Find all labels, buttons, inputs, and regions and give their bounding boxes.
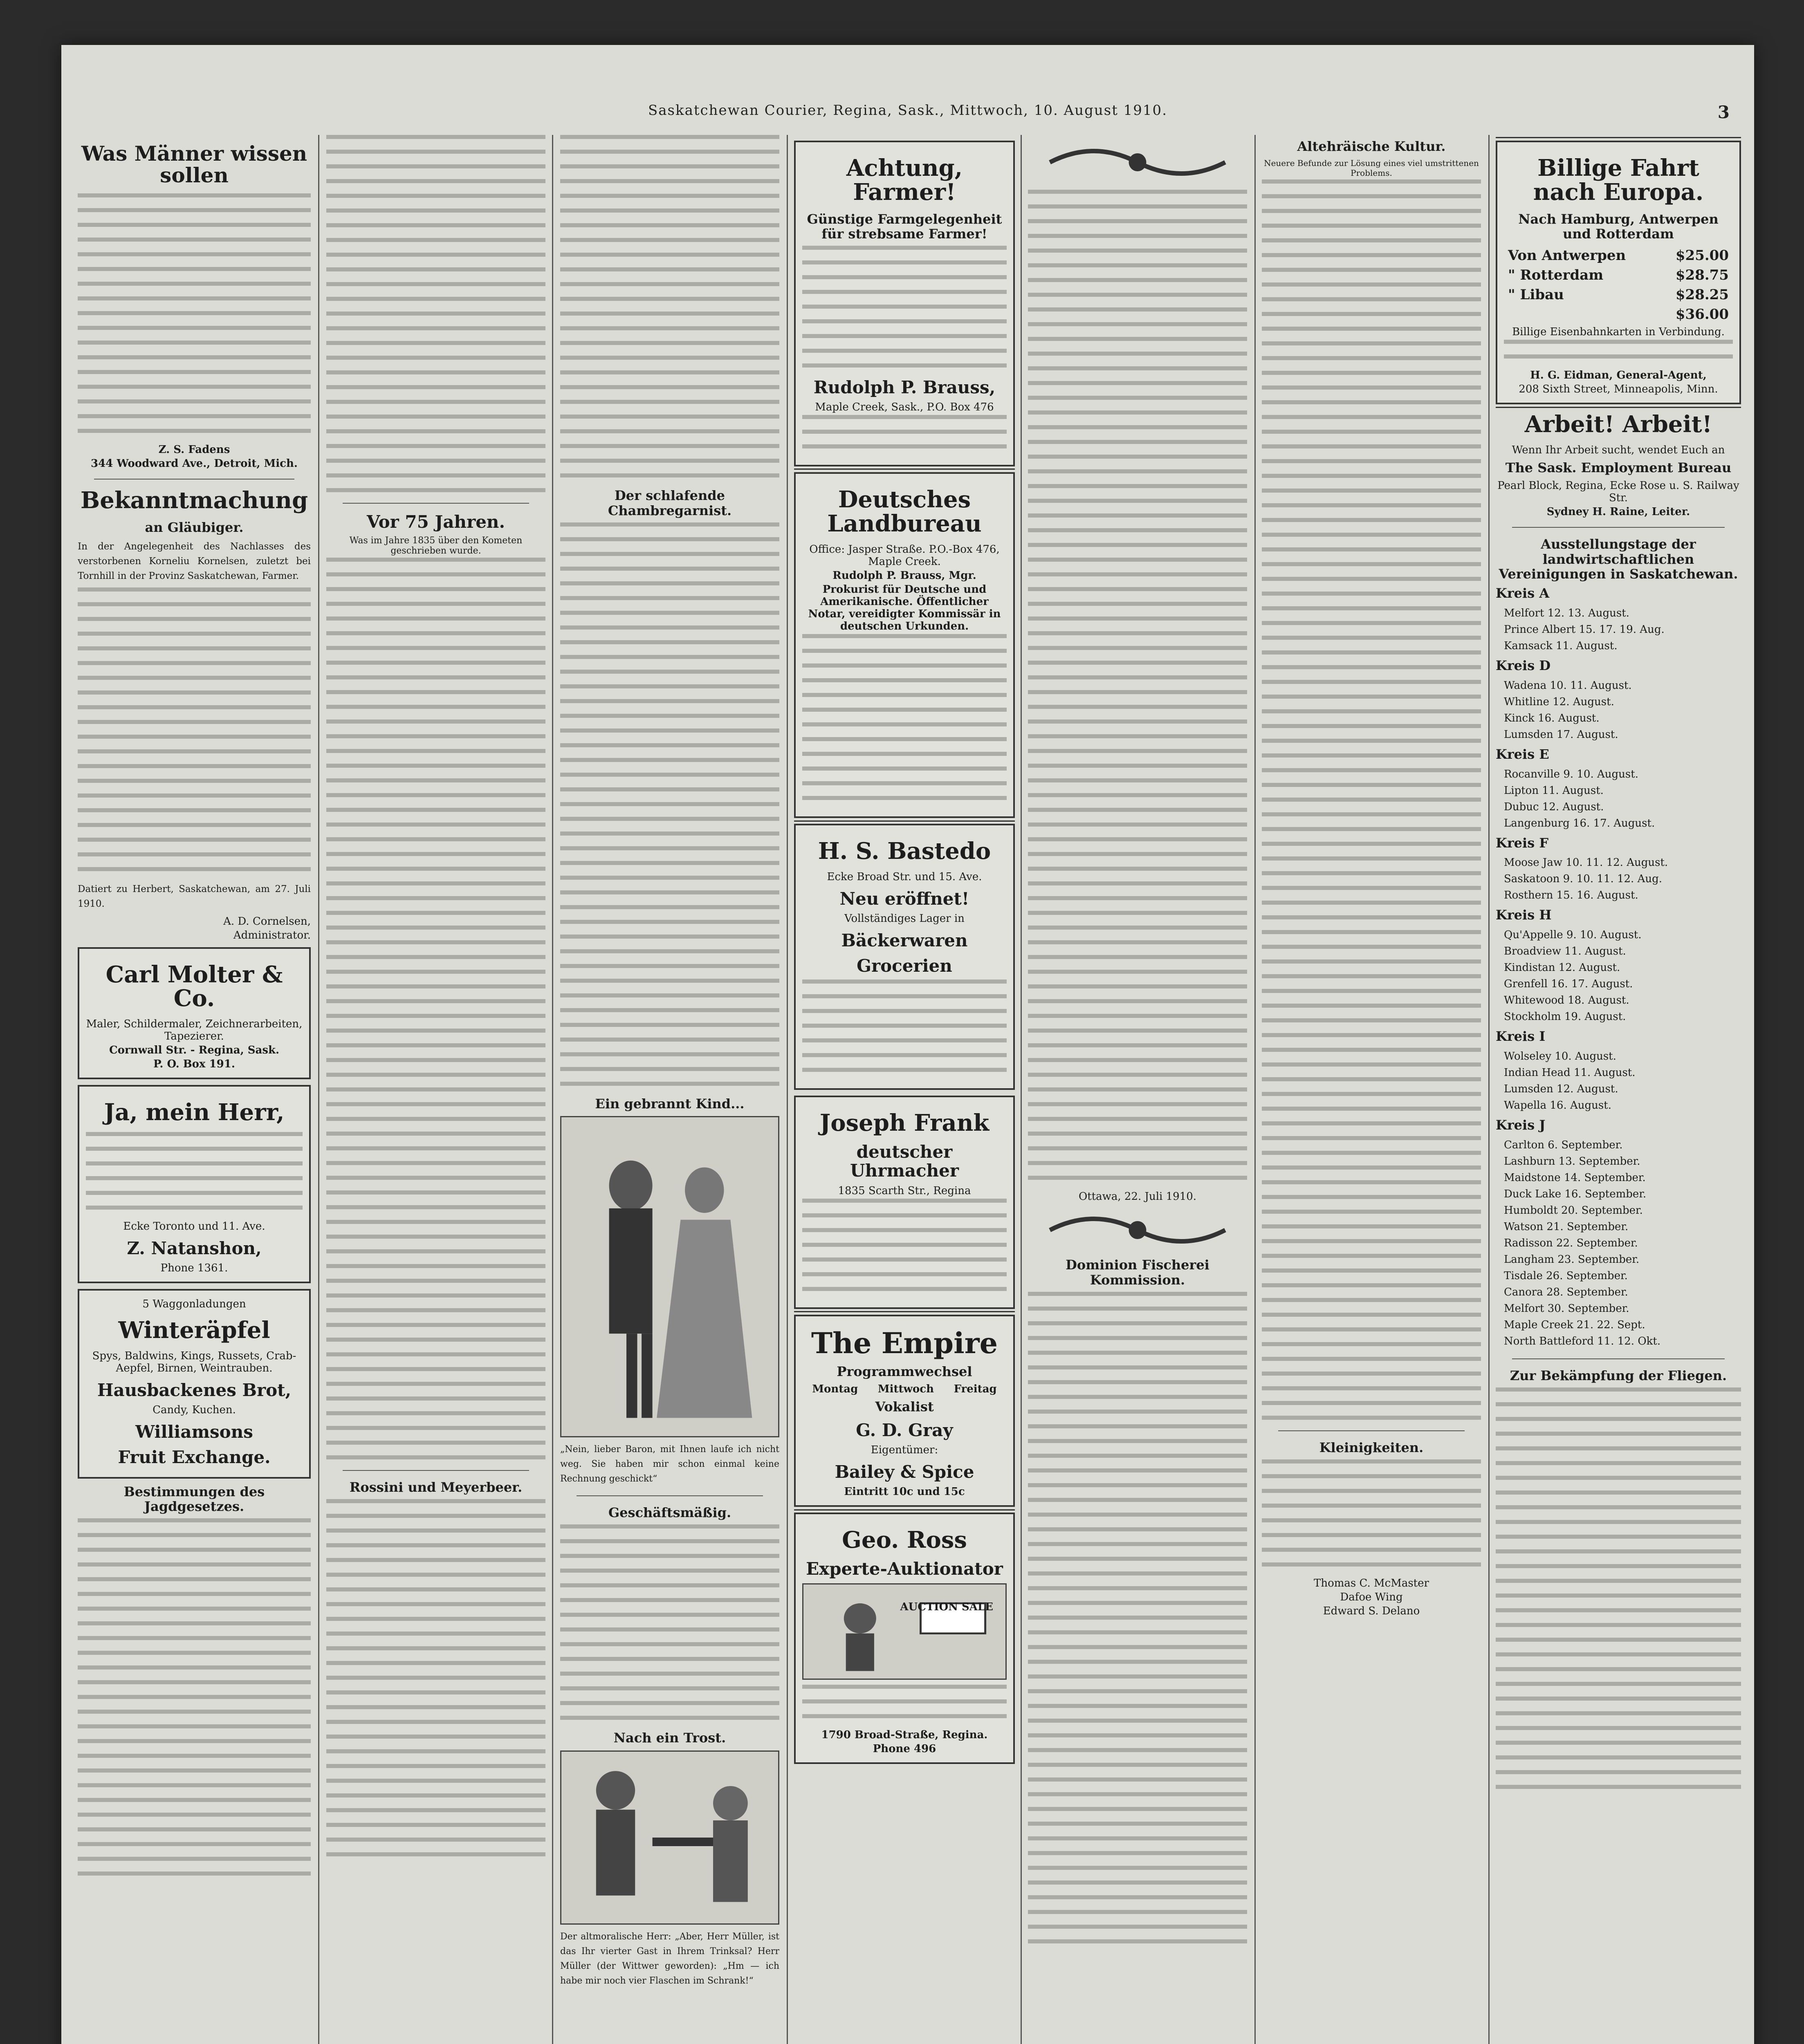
signature: Z. S. Fadens [158, 444, 230, 456]
ad-apfel-loads: 5 Waggonladungen [142, 1298, 246, 1311]
ad-fahrt-info: Billige Eisenbahnkarten in Verbindung. [1512, 326, 1725, 338]
ad-ross-trade: Experte-Auktionator [806, 1559, 1003, 1579]
kreis-item: Whitewood 18. August. [1504, 994, 1629, 1007]
column-5 [1028, 135, 1247, 2044]
ad-fahrt-from: Nach Hamburg, Antwerpen und Rotterdam [1518, 211, 1719, 242]
kreis-item: Duck Lake 16. September. [1504, 1188, 1647, 1200]
body-text [560, 522, 779, 1086]
ausstellung-list [1496, 586, 1741, 1349]
kreis-heading: Kreis H [1496, 907, 1552, 923]
body-text [326, 558, 545, 1459]
kreis-item: Kamsack 11. August. [1504, 639, 1618, 652]
column-1 [78, 135, 311, 2044]
body-text [802, 1199, 1007, 1291]
body-text [326, 1499, 545, 1856]
ausstellung-title: Ausstellungstage der landwirtschaftlichen Vereinigungen in Saskatchewan. [1499, 536, 1738, 582]
column-4 [794, 135, 1015, 2044]
article-subtitle: Was im Jahre 1835 über den Kometen geschrieben wurde. [349, 536, 523, 556]
column-rule [552, 135, 553, 2044]
article-title: Kleinigkeiten. [1319, 1439, 1424, 1455]
column-rule [318, 135, 319, 2044]
rate-label: " Libau [1508, 287, 1564, 303]
kreis-item: Langham 23. September. [1504, 1253, 1640, 1266]
ad-ross-phone: Phone 496 [873, 1743, 936, 1755]
kreis-item: Canora 28. September. [1504, 1286, 1628, 1298]
ad-frank-address: 1835 Scarth Str., Regina [838, 1184, 971, 1197]
ad-empire [794, 1315, 1015, 1507]
body-text [560, 135, 779, 477]
ad-landbureau-desc: Prokurist für Deutsche und Amerikanische. Öffentlicher Notar, vereidigter Kommissär in deutschen Urkunden. [808, 583, 1001, 632]
ad-empire-vocalist: G. D. Gray [856, 1420, 953, 1441]
ad-empire-price: Eintritt 10c und 15c [844, 1486, 965, 1498]
ad-landbureau-title: Deutsches Landbureau [827, 486, 982, 538]
ad-bastedo-item: Bäckerwaren [841, 930, 968, 950]
cartoon-caption: Der altmoralische Herr: „Aber, Herr Müller, ist das Ihr vierter Gast in Ihrem Trinksal? Herr Müller (der Wittwer geworden): „Hm — ich habe mir noch vier Flaschen im Schrank!“ [560, 1931, 779, 1986]
ad-natanshon-name: Z. Natanshon, [127, 1238, 262, 1258]
divider [343, 1470, 529, 1471]
kreis-heading: Kreis I [1496, 1029, 1546, 1044]
ad-ross-name: Geo. Ross [842, 1526, 967, 1554]
article-title: Dominion Fischerei Kommission. [1066, 1257, 1209, 1288]
rate-price: $28.75 [1675, 267, 1729, 284]
notice-subtitle: an Gläubiger. [145, 519, 244, 535]
ad-molter-desc: Maler, Schildermaler, Zeichnerarbeiten, Tapezierer. [86, 1018, 303, 1043]
rate-row [1504, 265, 1733, 285]
ad-fruit-exchange [78, 1289, 311, 1478]
body-text [78, 193, 311, 433]
running-header: Saskatchewan Courier, Regina, Sask., Mittwoch, 10. August 1910. [648, 102, 1167, 119]
signature-address: 344 Woodward Ave., Detroit, Mich. [91, 457, 298, 470]
ad-empire-title: The Empire [811, 1326, 998, 1360]
body-text [86, 1132, 303, 1210]
ad-bastedo-name: H. S. Bastedo [818, 837, 991, 865]
signature: Edward S. Delano [1323, 1605, 1420, 1617]
ad-landbureau-manager: Rudolph P. Brauss, Mgr. [832, 569, 976, 582]
kreis-item: Lashburn 13. September. [1504, 1155, 1640, 1168]
notice-date: Datiert zu Herbert, Saskatchewan, am 27. Juli 1910. [78, 883, 311, 909]
ornament [1028, 140, 1247, 185]
ad-frank-trade: deutscher Uhrmacher [850, 1142, 959, 1181]
cartoon-illustration [560, 1116, 779, 1437]
ad-agent-address: 208 Sixth Street, Minneapolis, Minn. [1519, 383, 1718, 396]
divider [577, 1495, 763, 1496]
ad-apfel-title: Winteräpfel [118, 1317, 270, 1344]
ad-natanshon [78, 1085, 311, 1283]
body-text [1262, 179, 1481, 1420]
article-title: Der schlafende Chambregarnist. [608, 488, 732, 518]
article-subtitle: Neuere Befunde zur Lösung eines viel umstrittenen Problems. [1264, 158, 1479, 178]
ad-brot-sub: Candy, Kuchen. [153, 1404, 236, 1416]
kreis-heading: Kreis F [1496, 835, 1549, 851]
ad-arbeit-leiter: Sydney H. Raine, Leiter. [1546, 505, 1690, 518]
ad-farmer-subtitle: Günstige Farmgelegenheit für strebsame Farmer! [807, 211, 1002, 242]
cartoon-title: Ein gebrannt Kind... [595, 1096, 745, 1112]
column-7 [1496, 135, 1741, 2044]
divider [1278, 1430, 1465, 1431]
jagd-title: Bestimmungen des Jagdgesetzes. [123, 1484, 265, 1515]
signature: Dafoe Wing [1340, 1591, 1403, 1603]
newspaper-page [61, 45, 1754, 2044]
column-2 [326, 135, 545, 2044]
body-text [802, 634, 1007, 800]
ad-empire-day: Mittwoch [877, 1383, 934, 1396]
kreis-item: Maple Creek 21. 22. Sept. [1504, 1318, 1645, 1331]
kreis-item: Lipton 11. August. [1504, 784, 1604, 797]
ad-ross-address: 1790 Broad-Straße, Regina. [821, 1729, 988, 1741]
body-text [1262, 1459, 1481, 1567]
kreis-item: Wapella 16. August. [1504, 1099, 1611, 1112]
ad-europa-fahrt [1496, 141, 1741, 404]
rate-list [1504, 246, 1733, 324]
kreis-item: Whitline 12. August. [1504, 695, 1614, 708]
ad-farmer-title: Achtung, Farmer! [846, 155, 963, 206]
kreis-item: Carlton 6. September. [1504, 1139, 1623, 1151]
body-text [1496, 1387, 1741, 1789]
kreis-item: Lumsden 17. August. [1504, 728, 1618, 741]
kreis-item: Humboldt 20. September. [1504, 1204, 1643, 1217]
column-rule [1488, 135, 1490, 2044]
notice-signature: A. D. Cornelsen, [223, 915, 311, 928]
ad-frank-name: Joseph Frank [819, 1109, 990, 1137]
body-text [802, 1685, 1007, 1718]
cartoon-title: Nach ein Trost. [613, 1730, 726, 1746]
rate-price: $28.25 [1675, 287, 1729, 303]
ad-agent: H. G. Eidman, General-Agent, [1530, 369, 1707, 382]
ad-geo-ross [794, 1513, 1015, 1764]
column-6 [1262, 135, 1481, 2044]
divider [1512, 527, 1725, 528]
kreis-item: Indian Head 11. August. [1504, 1066, 1636, 1079]
page-number: 3 [1717, 102, 1730, 122]
ad-fruit: Fruit Exchange. [118, 1447, 271, 1468]
kreis-heading: Kreis E [1496, 746, 1549, 762]
body-text [78, 587, 311, 871]
article-title: Altehräische Kultur. [1297, 139, 1446, 154]
kreis-item: Watson 21. September. [1504, 1220, 1629, 1233]
kreis-item: Kindistan 12. August. [1504, 961, 1620, 974]
notice-role: Administrator. [233, 929, 311, 941]
kreis-heading: Kreis A [1496, 585, 1550, 601]
ad-bastedo-text: Vollständiges Lager in [844, 912, 965, 925]
body-text [1028, 190, 1247, 1180]
ad-molter-address: Cornwall Str. - Regina, Sask. [109, 1044, 280, 1057]
body-text [1504, 340, 1733, 359]
rate-price: $25.00 [1675, 247, 1729, 264]
kreis-heading: Kreis D [1496, 657, 1551, 673]
kreis-item: Saskatoon 9. 10. 11. 12. Aug. [1504, 873, 1663, 885]
auction-illustration [802, 1583, 1007, 1680]
kreis-item: Melfort 12. 13. August. [1504, 607, 1629, 619]
auction-sign-text: AUCTION SALE [900, 1601, 993, 1614]
ad-empire-subtitle: Programmwechsel [837, 1363, 972, 1379]
ad-empire-owner-label: Eigentümer: [871, 1444, 938, 1457]
kreis-item: Moose Jaw 10. 11. 12. August. [1504, 856, 1668, 869]
kreis-heading: Kreis J [1496, 1117, 1546, 1133]
column-rule [1254, 135, 1256, 2044]
ad-landbureau [794, 472, 1015, 818]
kreis-item: Tisdale 26. September. [1504, 1269, 1628, 1282]
rate-price: $36.00 [1675, 306, 1729, 323]
rate-label: Von Antwerpen [1508, 247, 1626, 264]
body-text [802, 246, 1007, 368]
ad-arbeit-title: Arbeit! Arbeit! [1524, 411, 1712, 438]
rate-label: " Rotterdam [1508, 267, 1604, 284]
article-title: Rossini und Meyerbeer. [349, 1479, 523, 1495]
ad-empire-day: Freitag [954, 1383, 997, 1396]
kreis-item: Melfort 30. September. [1504, 1302, 1629, 1315]
ad-bastedo-open: Neu eröffnet! [839, 888, 969, 909]
notice-text: In der Angelegenheit des Nachlasses des verstorbenen Korneliu Kornelsen, zuletzt bei Tornhill in der Provinz Saskatchewan, Farmer. [78, 541, 311, 581]
article-title: Zur Bekämpfung der Fliegen. [1510, 1367, 1727, 1383]
article-title: Was Männer wissen sollen [81, 141, 307, 187]
ad-bastedo [794, 824, 1015, 1090]
kreis-item: Rosthern 15. 16. August. [1504, 889, 1638, 902]
kreis-item: Maidstone 14. September. [1504, 1171, 1646, 1184]
divider [343, 503, 529, 504]
kreis-item: Broadview 11. August. [1504, 945, 1626, 958]
ad-farmer-name: Rudolph P. Brauss, [813, 377, 996, 398]
divider [1512, 1358, 1725, 1359]
kreis-item: Stockholm 19. August. [1504, 1011, 1626, 1023]
dateline: Ottawa, 22. Juli 1910. [1078, 1190, 1197, 1203]
ad-molter [78, 947, 311, 1080]
ad-bastedo-address: Ecke Broad Str. und 15. Ave. [827, 870, 982, 883]
column-rule [787, 135, 788, 2044]
kreis-item: Langenburg 16. 17. August. [1504, 817, 1655, 829]
body-text [326, 135, 545, 492]
ad-farmer-address: Maple Creek, Sask., P.O. Box 476 [815, 401, 994, 414]
cartoon-illustration [560, 1750, 779, 1925]
kreis-item: Wadena 10. 11. August. [1504, 679, 1632, 692]
body-text [802, 979, 1007, 1072]
rate-row [1504, 246, 1733, 265]
ad-fahrt-title: Billige Fahrt nach Europa. [1533, 155, 1704, 206]
notice-title: Bekanntmachung [80, 487, 308, 514]
body-text [560, 1524, 779, 1720]
column-rule [1021, 135, 1022, 2044]
kreis-item: Wolseley 10. August. [1504, 1050, 1616, 1062]
article-title: Geschäftsmäßig. [608, 1505, 731, 1521]
ad-joseph-frank [794, 1096, 1015, 1309]
ad-arbeit-address: Pearl Block, Regina, Ecke Rose u. S. Railway Str. [1497, 479, 1739, 504]
ad-arbeit-text: Wenn Ihr Arbeit sucht, wendet Euch an [1512, 444, 1725, 456]
ad-brot-title: Hausbackenes Brot, [97, 1380, 292, 1400]
ad-natanshon-phone: Phone 1361. [160, 1262, 228, 1275]
ad-molter-box: P. O. Box 191. [153, 1058, 235, 1071]
signature: Thomas C. McMaster [1314, 1577, 1429, 1589]
kreis-item: Radisson 22. September. [1504, 1237, 1638, 1249]
rate-row [1504, 285, 1733, 305]
ad-molter-name: Carl Molter & Co. [105, 961, 283, 1012]
ad-natanshon-title: Ja, mein Herr, [104, 1099, 285, 1126]
divider [94, 479, 294, 480]
ad-williamson: Williamsons [135, 1422, 253, 1442]
ad-empire-vocalist-label: Vokalist [875, 1399, 934, 1415]
ad-farmer [794, 141, 1015, 466]
kreis-item: Lumsden 12. August. [1504, 1083, 1618, 1095]
column-3 [560, 135, 779, 2044]
ad-bastedo-item: Grocerien [857, 956, 952, 976]
kreis-item: Rocanville 9. 10. August. [1504, 768, 1638, 780]
body-text [78, 1518, 311, 1876]
rate-row [1504, 305, 1733, 324]
cartoon-caption: „Nein, lieber Baron, mit Ihnen laufe ich nicht weg. Sie haben mir schon einmal keine Rechnung geschickt“ [560, 1444, 779, 1484]
kreis-item: Qu'Appelle 9. 10. August. [1504, 929, 1642, 941]
ad-natanshon-address: Ecke Toronto und 11. Ave. [123, 1220, 265, 1233]
ad-empire-days [802, 1383, 1007, 1395]
kreis-item: Kinck 16. August. [1504, 712, 1600, 724]
body-text [802, 415, 1007, 448]
ad-landbureau-office: Office: Jasper Straße. P.O.-Box 476, Maple Creek. [809, 543, 1000, 568]
ad-apfel-list: Spys, Baldwins, Kings, Russets, Crab-Aepfel, Birnen, Weintrauben. [92, 1349, 296, 1374]
ornament [1028, 1208, 1247, 1253]
ad-arbeit-bureau: The Sask. Employment Bureau [1505, 459, 1732, 475]
ad-empire-day: Montag [812, 1383, 858, 1396]
ad-empire-owner: Bailey & Spice [835, 1462, 974, 1482]
kreis-item: Prince Albert 15. 17. 19. Aug. [1504, 623, 1665, 636]
body-text [1028, 1292, 1247, 1943]
kreis-item: North Battleford 11. 12. Okt. [1504, 1335, 1661, 1347]
article-title: Vor 75 Jahren. [366, 512, 505, 532]
kreis-item: Grenfell 16. 17. August. [1504, 978, 1633, 991]
kreis-item: Dubuc 12. August. [1504, 800, 1604, 813]
